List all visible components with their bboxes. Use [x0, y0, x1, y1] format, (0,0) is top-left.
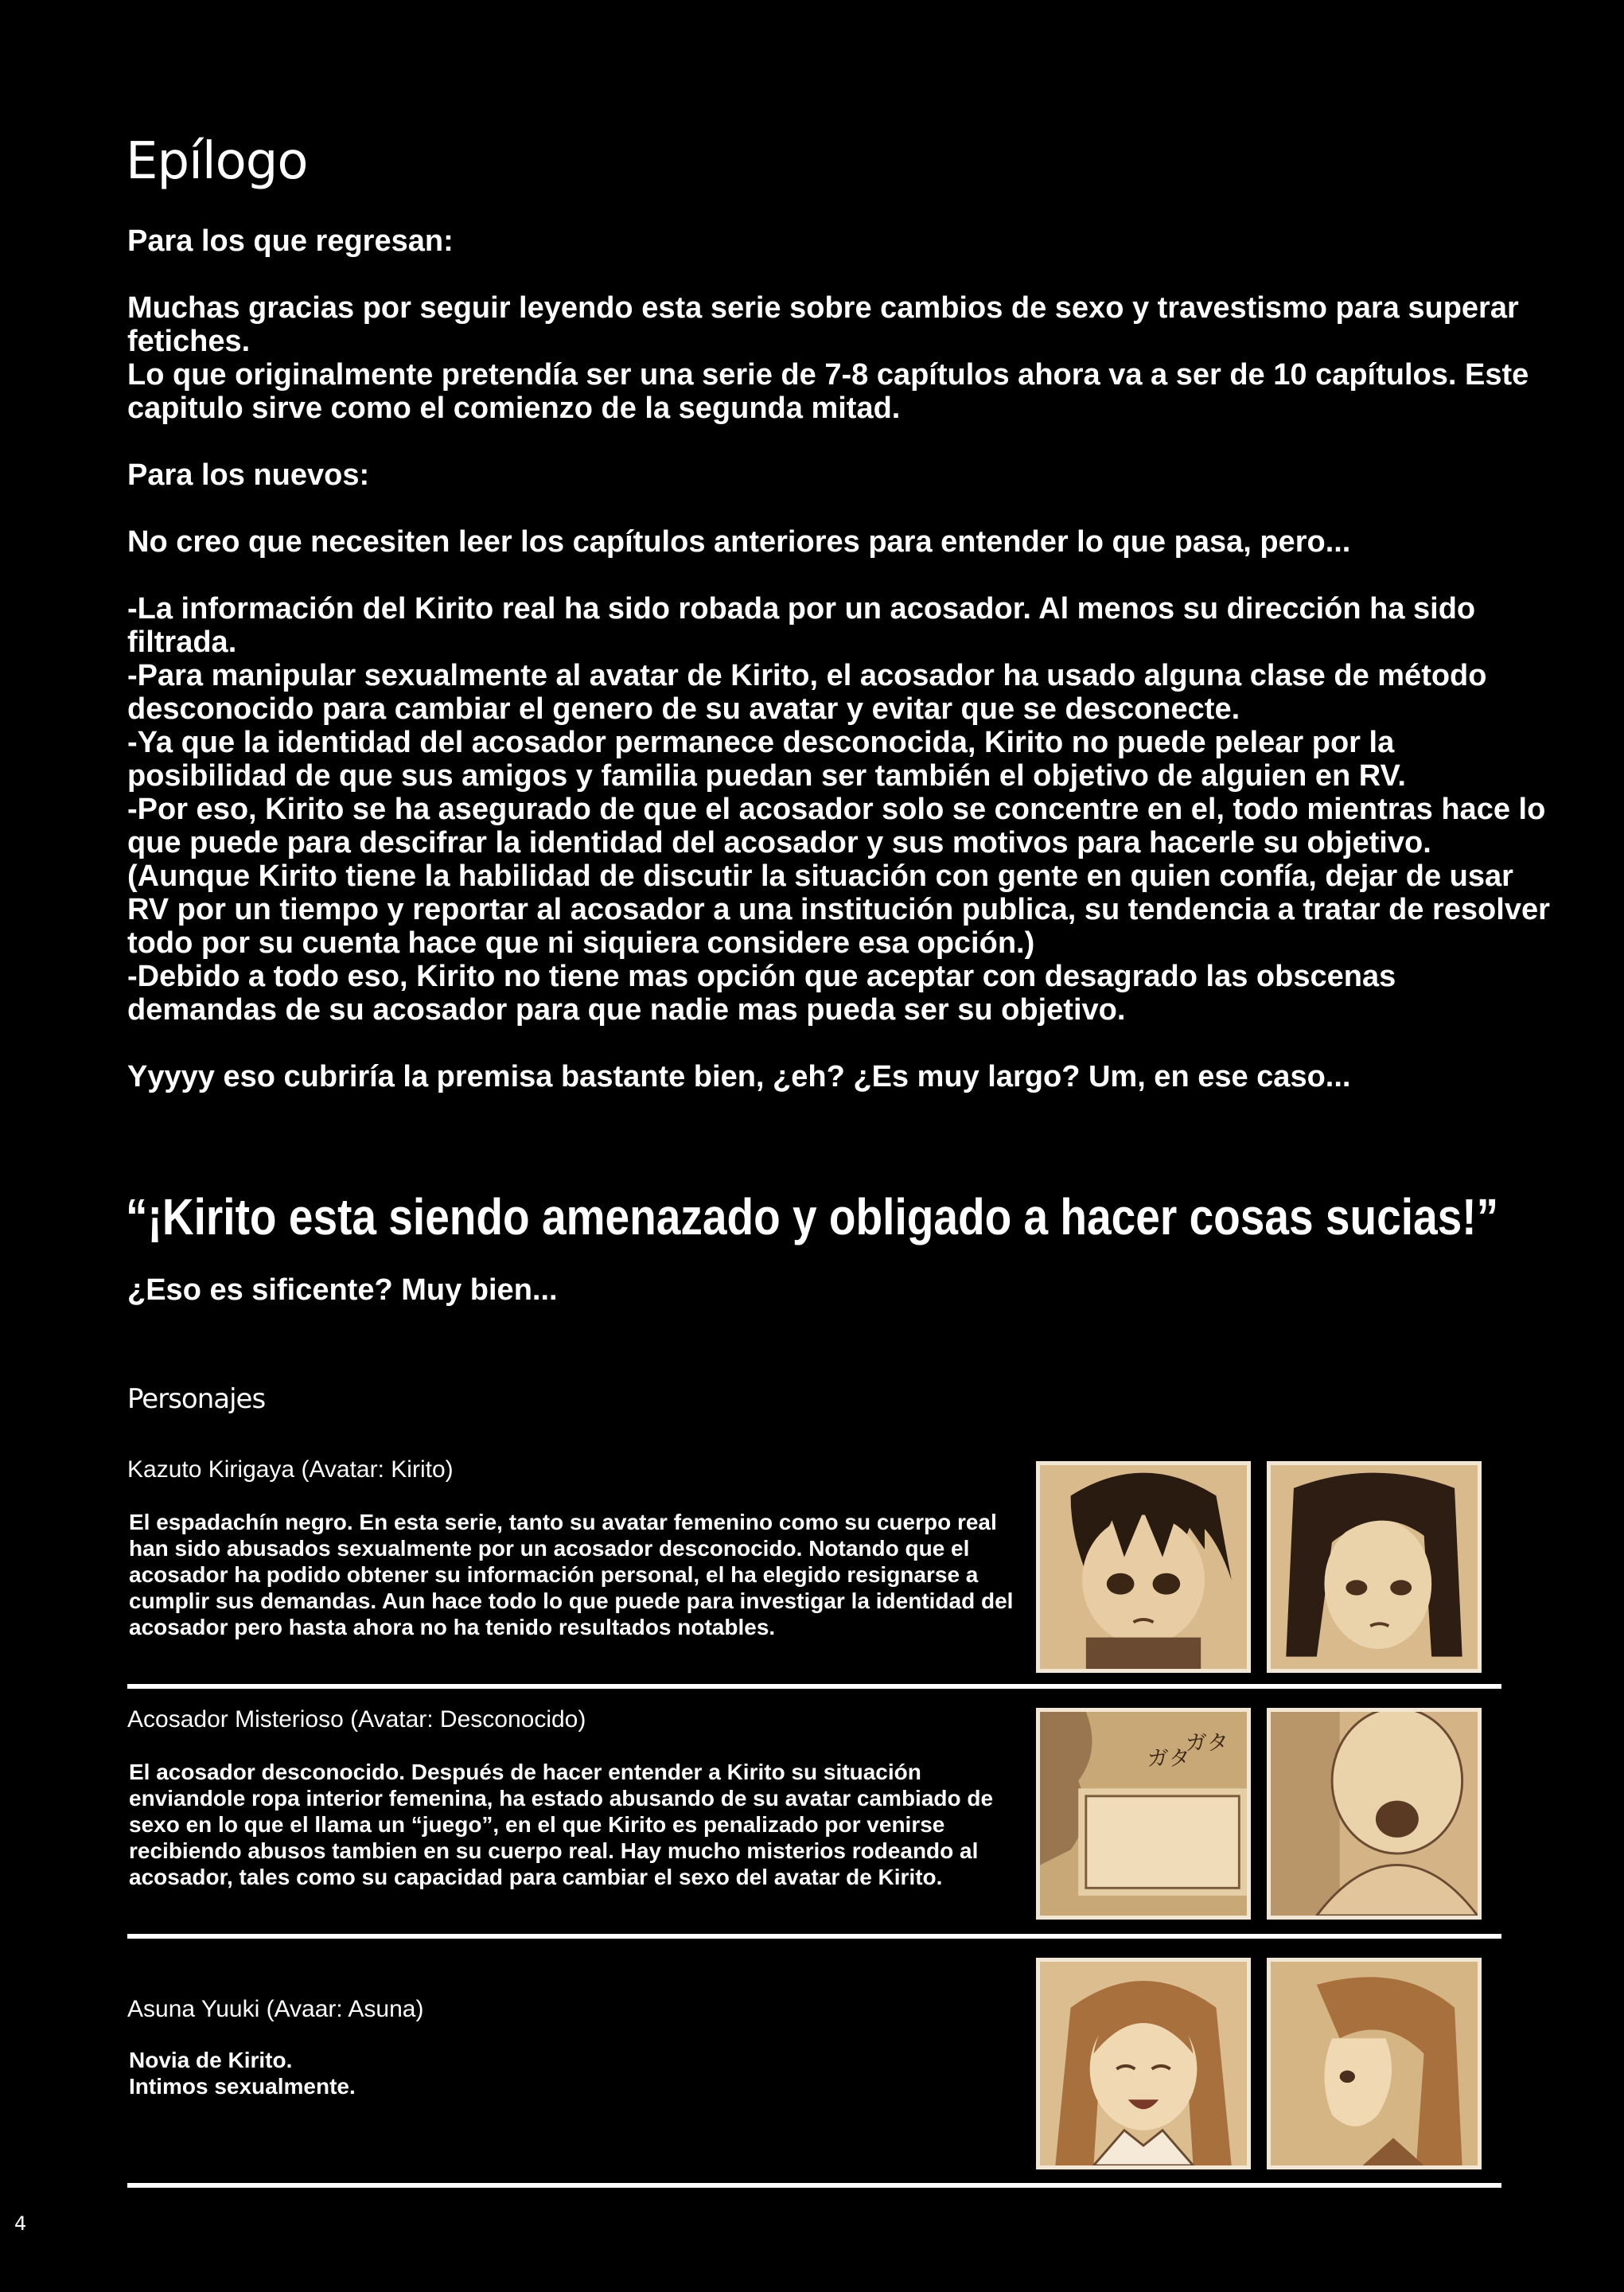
asuna-smile-portrait [1036, 1958, 1251, 2169]
characters-heading: Personajes [127, 1383, 266, 1415]
page-number: 4 [14, 2212, 27, 2235]
intro-section [127, 224, 1552, 1093]
svg-text:ガタ: ガタ [1185, 1731, 1229, 1756]
after-quote-text: ¿Eso es sificente? Muy bien... [127, 1273, 558, 1307]
kirito-male-portrait-art [1040, 1465, 1247, 1669]
stalker-screen-portrait-art [1040, 1712, 1247, 1916]
character-description-text: Novia de Kirito. [129, 2048, 293, 2072]
premise-bullet: (Aunque Kirito tiene la habilidad de discutir la situación con gente en quien confía, dejar de usar RV por un tiempo y reportar al acosador a una institución publica, su tendencia a tratar de resolver todo por su cuenta hace que ni siquiera considere esa opción.) [127, 860, 1550, 960]
premise-bullet: -Ya que la identidad del acosador permanece desconocida, Kirito no puede pelear por la posibilidad de que sus amigos y familia puedan ser también el objetivo de alguien en RV. [127, 726, 1406, 793]
headline-quote: “¡Kirito esta siendo amenazado y obligado a hacer cosas sucias!” [126, 1188, 1499, 1245]
character-description-asuna [129, 2047, 1020, 2099]
character-description-text: El acosador desconocido. Después de hacer entender a Kirito su situación enviandole ropa interior femenina, ha estado abusando de su avatar cambiado de sexo en lo que el llama un “juego”, en el que Kirito es penalizado por venirse recibiendo abusos tambien en su cuerpo real. Hay mucho misterios rodeando al acosador, tales como su capacidad para cambiar el sexo del avatar de Kirito. [129, 1760, 994, 1889]
stalker-faceless-portrait-art [1271, 1712, 1478, 1916]
premise-bullet: -Para manipular sexualmente al avatar de Kirito, el acosador ha usado alguna clase de método desconocido para cambiar el genero de su avatar y evitar que se desconecte. [127, 659, 1487, 726]
svg-text:ガタ: ガタ [1147, 1746, 1190, 1772]
premise-bullet: -La información del Kirito real ha sido robada por un acosador. Al menos su dirección ha sido filtrada. [127, 592, 1476, 659]
character-description-text: El espadachín negro. En esta serie, tanto su avatar femenino como su cuerpo real han sido abusados sexualmente por un acosador desconocido. Notando que el acosador ha podido obtener su información personal, el ha elegido resignarse a cumplir sus demandas. Aun hace todo lo que puede para investigar la identidad del acosador pero hasta ahora no ha tenido resultados notables. [129, 1510, 1014, 1639]
returning-text-2: Lo que originalmente pretendía ser una serie de 7-8 capítulos ahora va a ser de 10 capítulos. Este capitulo sirve como el comienzo de la segunda mitad. [127, 358, 1529, 425]
character-name-asuna: Asuna Yuuki (Avaar: Asuna) [127, 1996, 424, 2022]
asuna-profile-portrait [1267, 1958, 1482, 2169]
stalker-faceless-portrait [1267, 1708, 1482, 1920]
asuna-profile-portrait-art [1271, 1962, 1478, 2165]
section-divider [127, 1934, 1501, 1939]
asuna-smile-portrait-art [1040, 1962, 1247, 2165]
kirito-male-portrait [1036, 1461, 1251, 1673]
returning-text-1: Muchas gracias por seguir leyendo esta serie sobre cambios de sexo y travestismo para superar fetiches. [127, 291, 1519, 358]
new-heading: Para los nuevos: [127, 458, 370, 492]
character-name-kirito: Kazuto Kirigaya (Avatar: Kirito) [127, 1456, 454, 1483]
premise-bullet: -Debido a todo eso, Kirito no tiene mas opción que aceptar con desagrado las obscenas demandas de su acosador para que nadie mas pueda ser su objetivo. [127, 960, 1396, 1027]
section-divider [127, 1684, 1501, 1689]
kirito-female-portrait-art [1271, 1465, 1478, 1669]
character-name-stalker: Acosador Misterioso (Avatar: Desconocido) [127, 1706, 586, 1733]
character-description-stalker [129, 1759, 1020, 1890]
section-divider [127, 2183, 1501, 2188]
page-title: Epílogo [126, 132, 308, 191]
character-description-text: Intimos sexualmente. [129, 2074, 356, 2099]
closing-text: Yyyyy eso cubriría la premisa bastante bien, ¿eh? ¿Es muy largo? Um, en ese caso... [127, 1060, 1351, 1093]
kirito-female-portrait [1267, 1461, 1482, 1673]
returning-heading: Para los que regresan: [127, 224, 454, 258]
new-text: No creo que necesiten leer los capítulos anteriores para entender lo que pasa, pero... [127, 525, 1351, 559]
stalker-screen-portrait [1036, 1708, 1251, 1920]
character-description-kirito [129, 1509, 1020, 1640]
premise-bullet: -Por eso, Kirito se ha asegurado de que el acosador solo se concentre en el, todo mientras hace lo que puede para descifrar la identidad del acosador y sus motivos para hacerle su objetivo. [127, 793, 1546, 860]
